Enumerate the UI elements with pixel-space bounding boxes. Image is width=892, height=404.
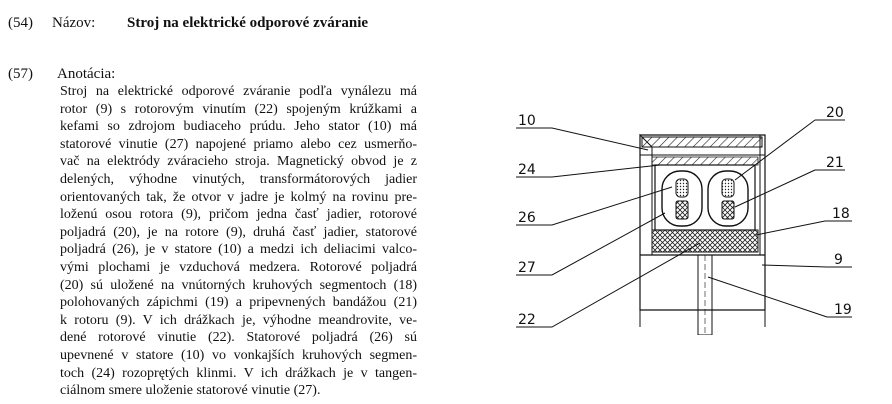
title-label: Názov: <box>52 15 96 31</box>
bandage <box>652 230 758 252</box>
abstract-line: k rotoru (9). V ich drážkach je, výhodne meandrovite, ve- <box>60 312 417 328</box>
abstract-line: loženú osou rotora (9), pričom jedna časť jadier, rotorové <box>60 207 417 223</box>
abstract-line: Stroj na elektrické odporové zváranie podľa vynálezu má <box>60 84 417 99</box>
abstract-line: poljadrá (20), je na rotore (9), druhá časť jadier, statorové <box>60 224 417 240</box>
field-54-code: (54) <box>8 15 33 31</box>
patent-title: Stroj na elektrické odporové zváranie <box>127 15 369 31</box>
abstract-line: kefami so zdrojom budiaceho prúdu. Jeho stator (10) má <box>60 119 417 135</box>
abstract-line: dené rotorové vinutie (22). Statorové poljadrá (26) sú <box>60 330 417 346</box>
abstract-line: (20) sú uložené na vnútorných kruhových segmentoch (18) <box>60 277 417 293</box>
abstract-line: polohovaných zápichmi (19) a pripevnených bandážou (21) <box>60 295 417 311</box>
abstract-text <box>60 83 417 400</box>
winding-block <box>655 165 755 230</box>
rotor <box>640 255 765 335</box>
technical-drawing <box>490 95 890 335</box>
label-18: 18 <box>832 206 850 222</box>
label-9: 9 <box>834 252 843 268</box>
label-24: 24 <box>518 162 536 178</box>
label-27: 27 <box>518 260 536 276</box>
label-20: 20 <box>826 105 844 121</box>
outer-segment <box>652 157 758 165</box>
abstract-line: ciálnom smere uloženie statorové vinutie (27). <box>60 383 321 399</box>
abstract-line: rotor (9) s rotorovým vinutím (22) spojeným krúžkami a <box>60 101 417 117</box>
abstract-line: upevnené v statore (10) vo vonkajších kruhových segmen- <box>60 347 417 363</box>
abstract-line: toch (24) rozoprętých klinmi. V ich drážkach je v tangen- <box>60 365 417 381</box>
label-21: 21 <box>826 155 844 171</box>
label-22: 22 <box>518 312 536 328</box>
abstract-line: delených, výhodne vinutých, transformátorových jadier <box>60 171 417 187</box>
abstract-line: poljadrá (26), je v statore (10) a medzi ich deliacimi valco- <box>60 242 417 258</box>
annotation-label: Anotácia: <box>57 66 116 82</box>
abstract-line: vými plochami je vzduchová medzera. Rotorové poljadrá <box>60 259 417 275</box>
label-26: 26 <box>518 210 536 226</box>
label-19: 19 <box>834 302 852 318</box>
field-57-code: (57) <box>8 66 33 82</box>
abstract-line: statorové vinutie (27) napojené priamo alebo cez usmerňo- <box>60 136 417 152</box>
abstract-line: vač na elektródy zváracieho stroja. Magnetický obvod je z <box>60 154 417 170</box>
label-10: 10 <box>518 113 536 129</box>
abstract-line: orientovaných tak, že otvor v jadre je kolmý na rovinu pre- <box>60 189 417 205</box>
